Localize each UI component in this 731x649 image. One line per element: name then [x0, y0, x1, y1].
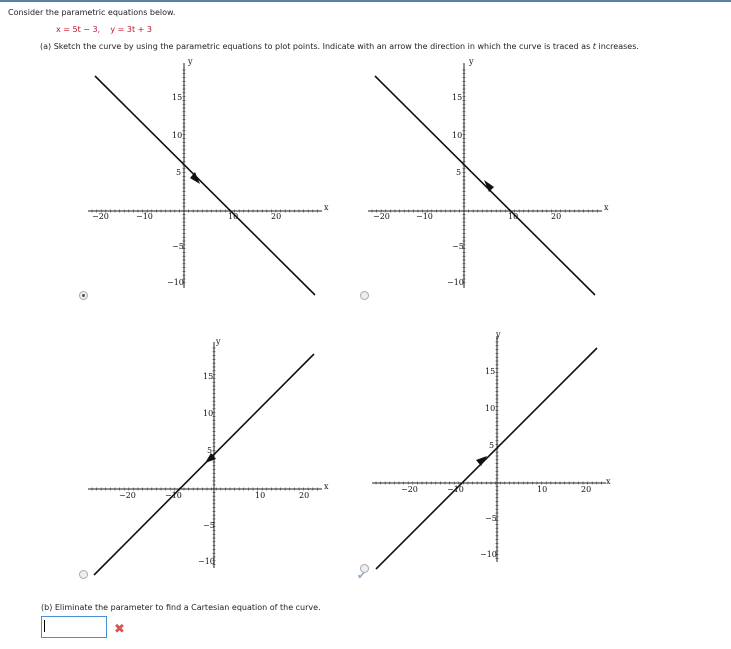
x-equation: x = 5t − 3, [56, 25, 101, 34]
graph-top-right-x-tick: 10 [508, 212, 519, 221]
checkmark-icon: ✔ [357, 569, 367, 582]
graph-bottom-left-x-tick: 10 [255, 491, 266, 500]
part-a-text-end: increases. [598, 42, 639, 51]
graph-top-left-x-tick: 10 [228, 212, 239, 221]
graph-top-right-y-tick: −5 [452, 242, 464, 251]
graph-bottom-right-y-tick: −10 [480, 550, 497, 559]
radio-option-top-right[interactable] [360, 291, 369, 300]
graph-top-right-x-tick: −10 [416, 212, 433, 221]
graph-bottom-left-y-tick: −5 [203, 521, 215, 530]
radio-option-bottom-left[interactable] [79, 570, 88, 579]
graph-bottom-right-x-axis-label: x [606, 477, 611, 486]
graph-bottom-left-y-axis-label: y [216, 337, 221, 346]
graph-bottom-right-x-tick: −10 [447, 485, 464, 494]
radio-option-top-left[interactable] [79, 291, 88, 300]
graph-bottom-left-x-tick: −10 [165, 491, 182, 500]
graph-top-right-x-tick: 20 [551, 212, 562, 221]
graph-bottom-right-arrow [476, 456, 487, 466]
graph-top-left-y-tick: 10 [172, 131, 183, 140]
graph-bottom-right-x-tick: 10 [537, 485, 548, 494]
graph-bottom-left-y-tick: 10 [203, 409, 214, 418]
text-caret [44, 620, 45, 632]
prompt-text: Consider the parametric equations below. [8, 8, 176, 17]
incorrect-x-icon: ✖ [114, 622, 125, 637]
graph-top-right-y-tick: 15 [452, 93, 463, 102]
graph-top-right-x-tick: −20 [373, 212, 390, 221]
graph-top-right-x-axis-label: x [604, 203, 609, 212]
graph-bottom-right-curve [376, 348, 597, 569]
graph-top-left-y-tick: 5 [176, 168, 182, 177]
graph-bottom-right-y-tick: 15 [485, 367, 496, 376]
graph-top-left-y-tick: 15 [172, 93, 183, 102]
graph-bottom-left-x-tick: 20 [299, 491, 310, 500]
graph-top-right-y-tick: 5 [456, 168, 462, 177]
graph-bottom-left-x-axis-label: x [324, 482, 329, 491]
graph-bottom-right-y-tick: 5 [489, 441, 495, 450]
graph-top-left-y-tick: −10 [167, 278, 184, 287]
graph-bottom-left-x-tick: −20 [119, 491, 136, 500]
graph-top-left-x-tick: −10 [136, 212, 153, 221]
graph-top-left-y-axis-label: y [188, 57, 193, 66]
graph-top-left-x-tick: −20 [92, 212, 109, 221]
graph-top-left-x-axis-label: x [324, 203, 329, 212]
y-equation: y = 3t + 3 [110, 25, 152, 34]
graph-top-left-y-tick: −5 [172, 242, 184, 251]
graph-top-right-y-tick: −10 [447, 278, 464, 287]
graph-bottom-left-y-tick: 15 [203, 372, 214, 381]
graph-bottom-right-x-tick: −20 [401, 485, 418, 494]
part-a-text: (a) Sketch the curve by using the parametric equations to plot points. Indicate with an arrow the direction in which the curve is traced as [40, 42, 591, 51]
cartesian-equation-input[interactable] [41, 616, 107, 638]
graph-bottom-right-x-tick: 20 [581, 485, 592, 494]
graph-bottom-left-y-tick: 5 [207, 446, 213, 455]
graph-bottom-right-y-tick: 10 [485, 404, 496, 413]
graph-bottom-left-y-tick: −10 [198, 557, 215, 566]
graph-top-right-y-tick: 10 [452, 131, 463, 140]
graph-top-left-x-tick: 20 [271, 212, 282, 221]
graph-top-right-y-axis-label: y [469, 57, 474, 66]
part-b-question: (b) Eliminate the parameter to find a Cartesian equation of the curve. [41, 603, 321, 612]
graph-bottom-right-y-tick: −5 [485, 514, 497, 523]
graph-bottom-right-y-axis-label: y [496, 330, 501, 339]
part-a-variable: t [592, 42, 596, 51]
